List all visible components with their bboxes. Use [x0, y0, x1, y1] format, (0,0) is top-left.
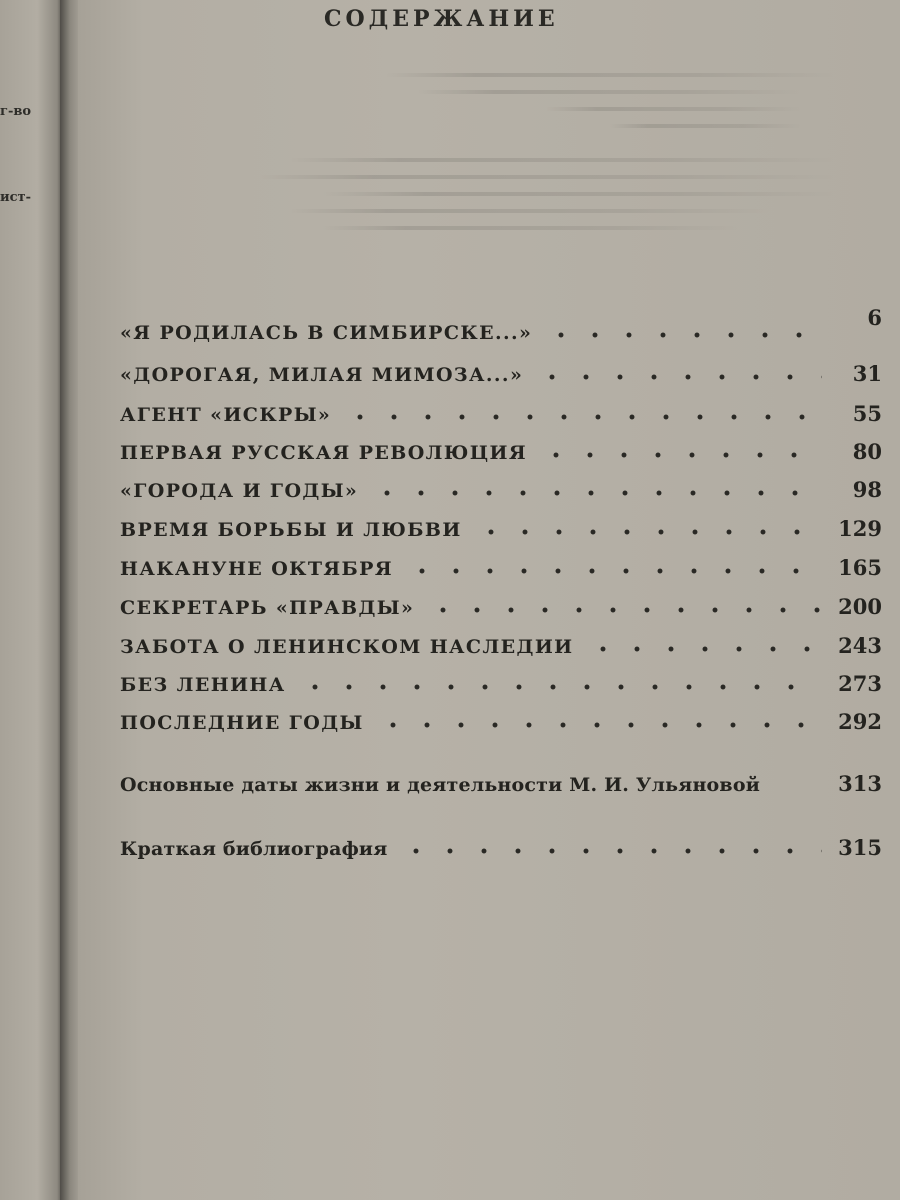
toc-entry [120, 698, 882, 734]
appendix-entry-page: 315 [838, 835, 882, 860]
toc-entry-title: ВРЕМЯ БОРЬБЫ И ЛЮБВИ [120, 519, 462, 541]
dot-leader [426, 607, 822, 613]
dot-leader [474, 529, 822, 535]
toc-entry [120, 428, 882, 464]
toc-entry-title: ЗАБОТА О ЛЕНИНСКОМ НАСЛЕДИИ [120, 636, 574, 658]
toc-entry-page: 80 [852, 439, 882, 464]
toc-entry [120, 466, 882, 502]
dot-leader [343, 414, 822, 420]
left-page-fragment: ист- [0, 190, 32, 205]
toc-entry-page: 200 [838, 594, 882, 619]
toc-entry-title: ПОСЛЕДНИЕ ГОДЫ [120, 712, 364, 734]
appendix-entry-page: 313 [838, 771, 882, 796]
toc-entry [120, 622, 882, 658]
dot-leader [399, 848, 822, 854]
dot-leader [370, 490, 822, 496]
toc-entry-title: НАКАНУНЕ ОКТЯБРЯ [120, 558, 394, 580]
toc-entry-page: 243 [838, 633, 882, 658]
dot-leader [586, 646, 822, 652]
appendix-entry-title: Основные даты жизни и деятельности М. И. Ульяновой [120, 774, 760, 796]
show-through-text [258, 60, 898, 400]
toc-entry [120, 505, 882, 541]
toc-entry-page: 55 [852, 401, 882, 426]
toc-entry [120, 350, 882, 386]
appendix-entry [120, 760, 882, 796]
toc-entry-page: 6 [867, 305, 882, 330]
toc-entry [120, 583, 882, 619]
dot-leader [298, 684, 822, 690]
dot-leader [376, 722, 822, 728]
toc-entry-page: 98 [852, 477, 882, 502]
dot-leader [405, 568, 822, 574]
dot-leader [535, 374, 822, 380]
dot-leader [539, 452, 822, 458]
toc-entry-title: «Я РОДИЛАСЬ В СИМБИРСКЕ...» [120, 322, 533, 344]
toc-entry-page: 292 [838, 709, 882, 734]
toc-entry [120, 305, 882, 344]
toc-entry-page: 165 [838, 555, 882, 580]
toc-entry-title: «ДОРОГАЯ, МИЛАЯ МИМОЗА...» [120, 364, 524, 386]
appendix-entry [120, 824, 882, 860]
dot-leader [544, 332, 822, 338]
appendix-entry-title: Краткая библиография [120, 838, 388, 860]
toc-entry-title: БЕЗ ЛЕНИНА [120, 674, 286, 696]
toc-entry [120, 544, 882, 580]
contents-heading: СОДЕРЖАНИЕ [324, 6, 559, 32]
toc-entry-title: СЕКРЕТАРЬ «ПРАВДЫ» [120, 597, 415, 619]
toc-entry-title: АГЕНТ «ИСКРЫ» [120, 404, 332, 426]
left-page-edge [0, 0, 62, 1200]
toc-entry-page: 31 [852, 361, 882, 386]
toc-entry-page: 273 [838, 671, 882, 696]
toc-entry [120, 660, 882, 696]
toc-entry-title: «ГОРОДА И ГОДЫ» [120, 480, 359, 502]
toc-entry [120, 390, 882, 426]
toc-entry-title: ПЕРВАЯ РУССКАЯ РЕВОЛЮЦИЯ [120, 442, 527, 464]
left-page-fragment: г-во [0, 104, 32, 119]
toc-entry-page: 129 [838, 516, 882, 541]
